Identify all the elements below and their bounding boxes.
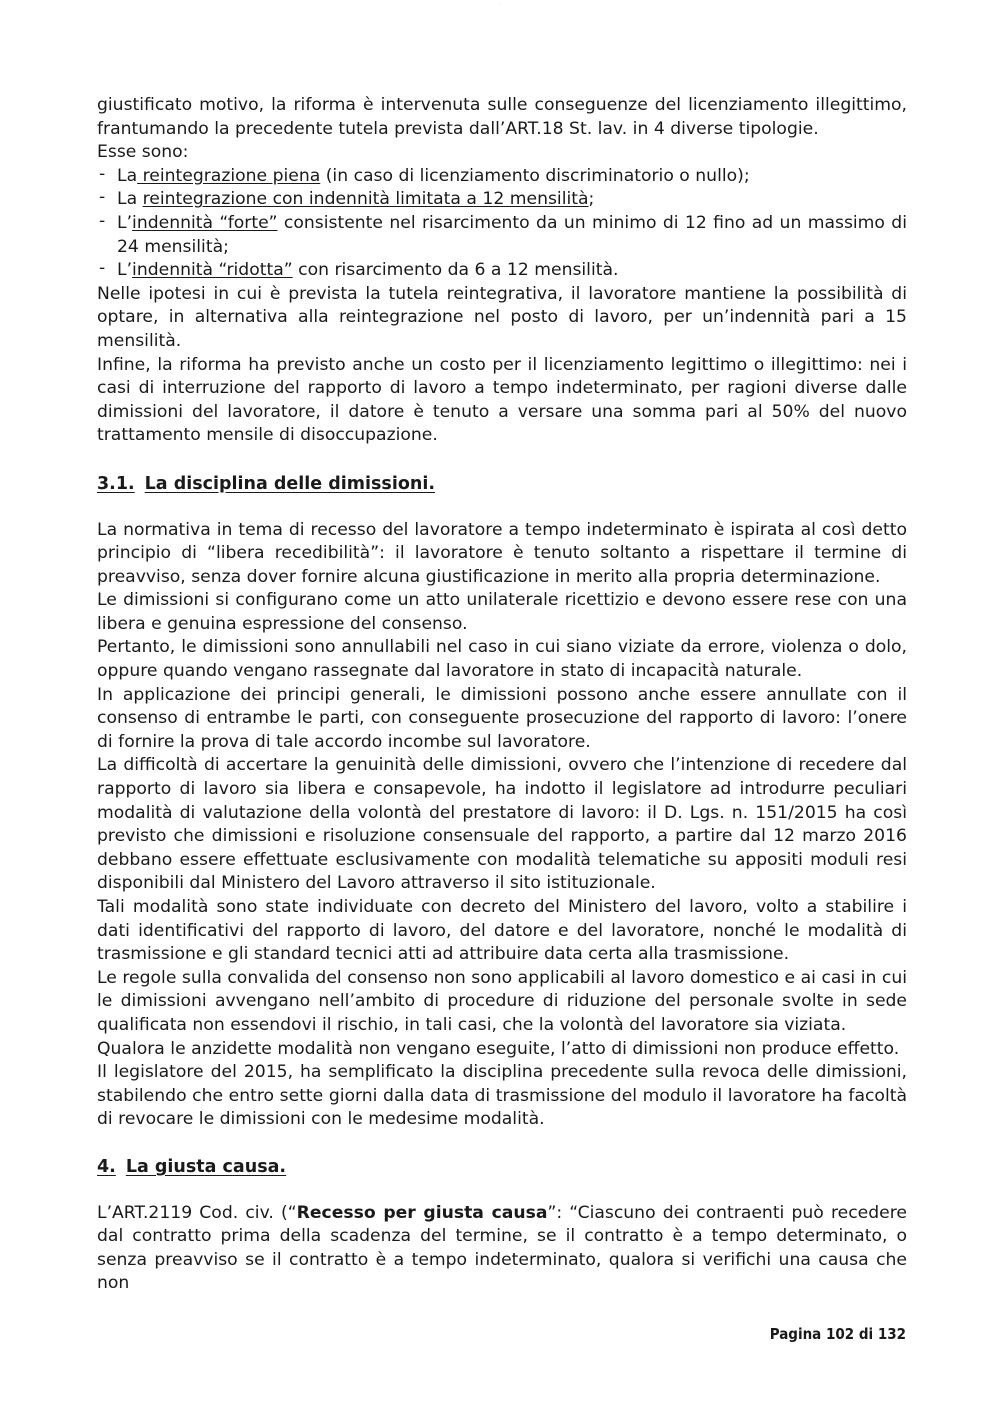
paragraph: L’ART.2119 Cod. civ. (“Recesso per giusta causa”: “Ciascuno dei contraenti può recedere dal contratto prima della scadenza del termine, se il contratto è a tempo determinato, o senza preavviso se il contratto è a tempo indeterminato, qualora si verifichi una causa che non	[97, 1202, 907, 1294]
section-heading-3-1: 3.1. La disciplina delle dimissioni.	[97, 473, 435, 494]
tutela-list	[97, 165, 907, 283]
list-intro: Esse sono:	[97, 142, 189, 163]
paragraph: Qualora le anzidette modalità non vengano eseguite, l’atto di dimissioni non produce effetto.	[97, 1038, 900, 1059]
paragraph: In applicazione dei principi generali, le dimissioni possono anche essere annullate con il consenso di entrambe le parti, con conseguente prosecuzione del rapporto di lavoro: l’onere di fornire la prova di tale accordo incombe sul lavoratore.	[97, 684, 907, 752]
paragraph: Pertanto, le dimissioni sono annullabili nel caso in cui siano viziate da errore, violenza o dolo, oppure quando vengano rassegnate dal lavoratore in stato di incapacità naturale.	[97, 637, 907, 682]
paragraph: Tali modalità sono state individuate con decreto del Ministero del lavoro, volto a stabilire i dati identificativi del rapporto di lavoro, del datore e del lavoratore, nonché le modalità di trasmissione e gli standard tecnici atti ad attribuire data certa alla trasmissione.	[97, 897, 907, 965]
list-item: - L’indennità “ridotta” con risarcimento da 6 a 12 mensilità.	[97, 259, 907, 283]
paragraph: Il legislatore del 2015, ha semplificato la disciplina precedente sulla revoca delle dimissioni, stabilendo che entro sette giorni dalla data di trasmissione del modulo il lavoratore ha facoltà di revocare le dimissioni con le medesime modalità.	[97, 1062, 907, 1130]
page-number: Pagina 102 di 132	[769, 1325, 906, 1343]
intro-paragraph: giustificato motivo, la riforma è intervenuta sulle conseguenze del licenziamento illegittimo, frantumando la precedente tutela prevista dall’ART.18 St. lav. in 4 diverse tipologie.	[97, 95, 907, 139]
list-item: - La reintegrazione piena (in caso di licenziamento discriminatorio o nullo);	[97, 165, 907, 189]
section-heading-4: 4. La giusta causa.	[97, 1156, 287, 1177]
paragraph: La normativa in tema di recesso del lavoratore a tempo indeterminato è ispirata al così detto principio di “libera recedibilità”: il lavoratore è tenuto soltanto a rispettare il termine di preavviso, senza dover fornire alcuna giustificazione in merito alla propria determinazione.	[97, 519, 907, 587]
list-item: - La reintegrazione con indennità limitata a 12 mensilità;	[97, 188, 907, 212]
document-page	[97, 94, 907, 1296]
paragraph: Le regole sulla convalida del consenso non sono applicabili al lavoro domestico e ai casi in cui le dimissioni avvengano nell’ambito di procedure di riduzione del personale svolte in sede qualificata non essendovi il rischio, in tali casi, che la volontà del lavoratore sia viziata.	[97, 967, 907, 1035]
paragraph: Infine, la riforma ha previsto anche un costo per il licenziamento legittimo o illegittimo: nei i casi di interruzione del rapporto di lavoro a tempo indeterminato, per ragioni diverse dalle dimissioni del lavoratore, il datore è tenuto a versare una somma pari al 50% del nuovo trattamento mensile di disoccupazione.	[97, 354, 907, 446]
top-mark: ·	[499, 2, 501, 7]
list-item: - L’indennità “forte” consistente nel risarcimento da un minimo di 12 fino ad un massimo di 24 mensilità;	[97, 212, 907, 259]
paragraph: Nelle ipotesi in cui è prevista la tutela reintegrativa, il lavoratore mantiene la possibilità di optare, in alternativa alla reintegrazione nel posto di lavoro, per un’indennità pari a 15 mensilità.	[97, 283, 907, 351]
paragraph: La difficoltà di accertare la genuinità delle dimissioni, ovvero che l’intenzione di recedere dal rapporto di lavoro sia libera e consapevole, ha indotto il legislatore ad introdurre peculiari modalità di valutazione della volontà del prestatore di lavoro: il D. Lgs. n. 151/2015 ha così previsto che dimissioni e risoluzione consensuale del rapporto, a partire dal 12 marzo 2016 debbano essere effettuate esclusivamente con modalità telematiche su appositi moduli resi disponibili dal Ministero del Lavoro attraverso il sito istituzionale.	[97, 755, 907, 894]
paragraph: Le dimissioni si configurano come un atto unilaterale ricettizio e devono essere rese con una libera e genuina espressione del consenso.	[97, 590, 907, 634]
